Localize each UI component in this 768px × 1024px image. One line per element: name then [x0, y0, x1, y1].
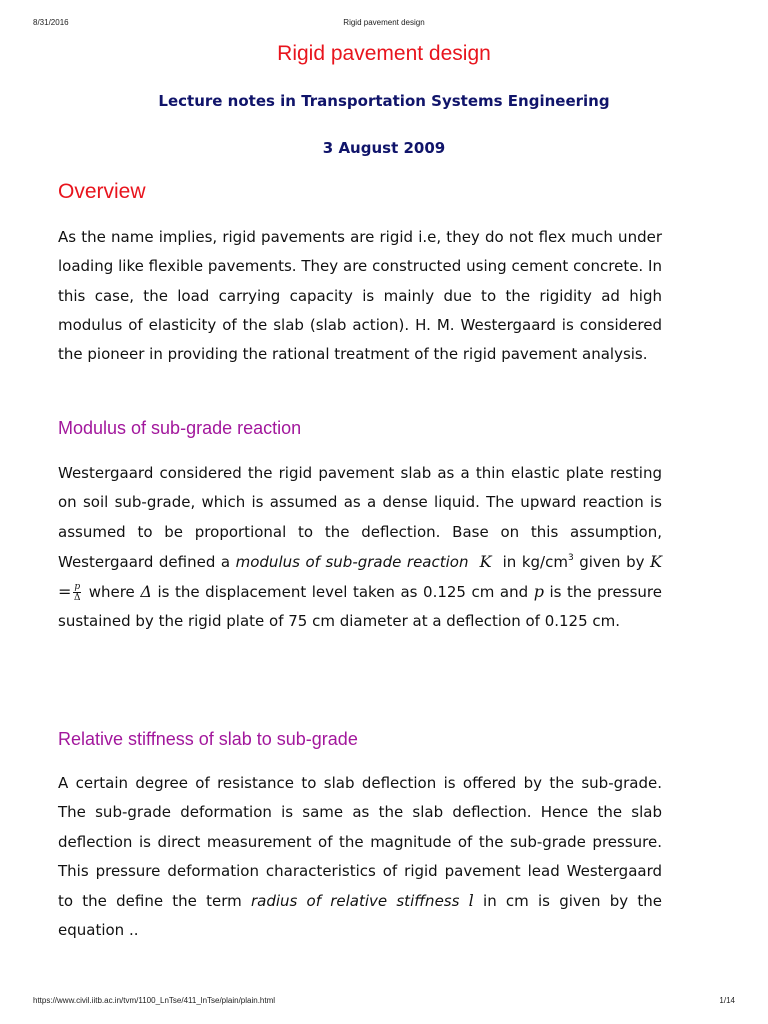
stiffness-term: radius of relative stiffness	[250, 892, 460, 911]
overview-paragraph: As the name implies, rigid pavements are rigid i.e, they do not flex much under loading like flexible pavements. They are constructed using cement concrete. In this case, the load carrying capacity is mainly due to the rigidity ad high modulus of elasticity of the slab (slab action). H. M. Westergaard is considered the pioneer in providing the rational treatment of the rigid pavement analysis.	[58, 228, 662, 364]
page-date: 3 August 2009	[322, 139, 446, 157]
print-page-number: 1/14	[719, 996, 735, 1005]
print-footer	[0, 996, 768, 1008]
modulus-text-2: is the displacement level taken as 0.125 cm and	[157, 583, 529, 602]
stiffness-paragraph	[58, 769, 662, 946]
symbol-p: p	[533, 582, 544, 602]
stiffness-text-1: A certain degree of resistance to slab deflection is offered by the sub-grade. The sub-grade deformation is same as the slab deflection. Hence the slab deflection is direct measurement of the magnitude of the sub-grade pressure. This pressure deformation characteristics of rigid pavement lead Westergaard to the define the term	[58, 774, 662, 911]
modulus-heading: Modulus of sub-grade reaction	[58, 418, 302, 438]
modulus-text-3: is the pressure sustained by the rigid plate of 75 cm diameter at a deflection of 0.125 cm.	[58, 583, 662, 631]
modulus-text-given-by: given by	[579, 552, 645, 571]
modulus-text-1: Westergaard considered the rigid pavement slab as a thin elastic plate resting on soil sub-grade, which is assumed as a dense liquid. The upward reaction is assumed to be proportional to the deflection. Base on this assumption, Westergaard defined a	[58, 464, 662, 571]
superscript-3: 3	[567, 552, 574, 563]
page-title: Rigid pavement design	[277, 42, 491, 65]
fraction-denominator: Δ	[74, 593, 81, 604]
fraction-numerator: p	[74, 582, 81, 593]
equation-lhs: K =	[58, 551, 662, 602]
modulus-text-in: in kg/cm	[502, 552, 568, 571]
stiffness-heading: Relative stiffness of slab to sub-grade	[58, 729, 358, 749]
equation-fraction	[73, 582, 81, 603]
print-header	[0, 18, 768, 30]
modulus-text-where: where	[88, 583, 135, 602]
stiffness-text-2: in cm is given by the equation ..	[58, 892, 662, 940]
symbol-l: l	[468, 891, 474, 911]
overview-heading: Overview	[58, 180, 146, 203]
print-url[interactable]: https://www.civil.iitb.ac.in/tvm/1100_LnTse/411_lnTse/plain/plain.html	[33, 996, 276, 1005]
symbol-delta: Δ	[140, 582, 152, 602]
symbol-k: K	[479, 551, 492, 571]
modulus-paragraph	[58, 459, 662, 637]
print-title: Rigid pavement design	[343, 18, 425, 27]
modulus-term: modulus of sub-grade reaction	[235, 552, 469, 571]
page-subtitle: Lecture notes in Transportation Systems Engineering	[158, 92, 610, 110]
print-date: 8/31/2016	[33, 18, 69, 27]
